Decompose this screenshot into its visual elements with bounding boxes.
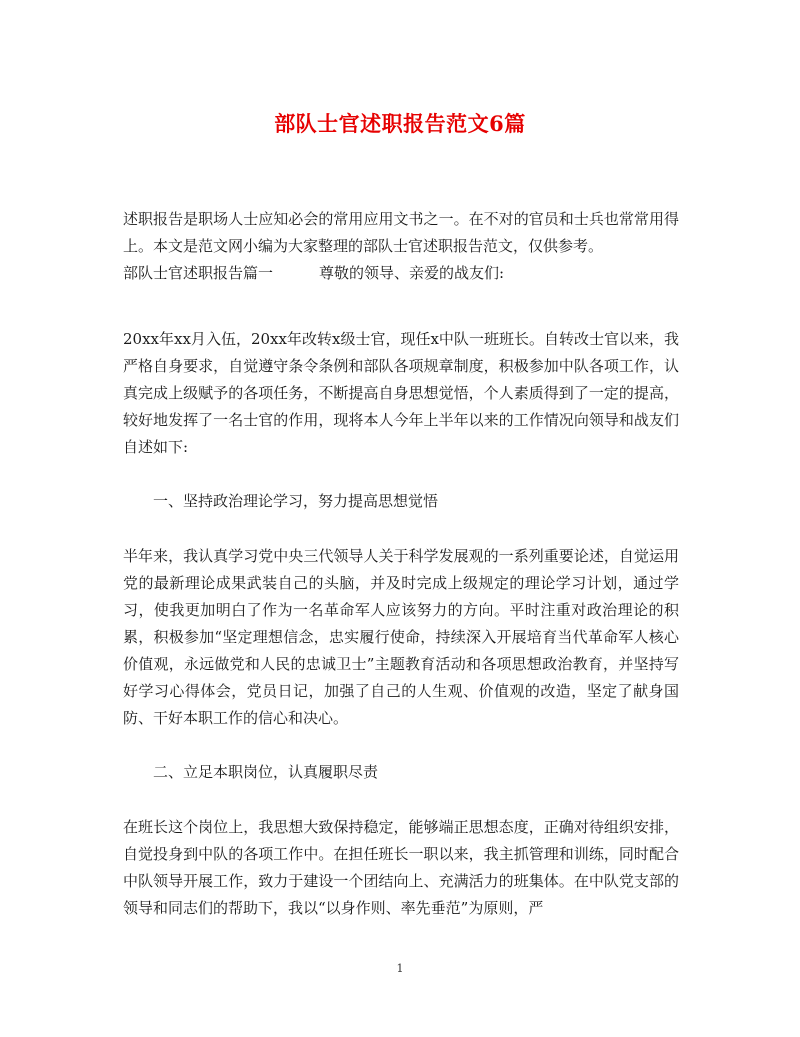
page-number: 1 <box>396 962 404 975</box>
salutation: 尊敬的领导、亲爱的战友们: <box>319 264 505 282</box>
paragraph-3: 在班长这个岗位上，我思想大致保持稳定，能够端正思想态度，正确对待组织安排，自觉投身到中队的各项工作中。在担任班长一职以来，我主抓管理和训练，同时配合中队领导开展工作，致力于建设一个团结向上、充满活力的班集体。在中队党支部的领导和同志们的帮助下，我以“以身作则、率先垂范”为原则，严 <box>123 818 679 917</box>
document-title: 部队士官述职报告范文6篇 <box>274 111 526 136</box>
intro-paragraph: 述职报告是职场人士应知必会的常用应用文书之一。在不对的官员和士兵也常常用得上。本文是范文网小编为大家整理的部队士官述职报告范文，仅供参考。 <box>123 210 679 255</box>
section-heading-1: 一、坚持政治理论学习，努力提高思想觉悟 <box>153 492 439 510</box>
intro-block <box>123 206 679 287</box>
paragraph-2: 半年来，我认真学习党中央三代领导人关于科学发展观的一系列重要论述，自觉运用党的最新理论成果武装自己的头脑，并及时完成上级规定的理论学习计划，通过学习，使我更加明白了作为一名革命军人应该努力的方向。平时注重对政治理论的积累，积极参加“坚定理想信念，忠实履行使命，持续深入开展培育当代革命军人核心价值观，永远做党和人民的忠诚卫士”主题教育活动和各项思想政治教育，并坚持写好学习心得体会，党员日记，加强了自己的人生观、价值观的改造，坚定了献身国防、干好本职工作的信心和决心。 <box>123 547 679 727</box>
part-label: 部队士官述职报告篇一 <box>123 264 274 282</box>
section-heading-2: 二、立足本职岗位，认真履职尽责 <box>153 763 379 781</box>
part-line <box>123 260 679 287</box>
paragraph-1: 20xx年xx月入伍，20xx年改转x级士官，现任x中队一班班长。自转改士官以来，我严格自身要求，自觉遵守条令条例和部队各项规章制度，积极参加中队各项工作，认真完成上级赋予的各项任务，不断提高自身思想觉悟，个人素质得到了一定的提高，较好地发挥了一名士官的作用，现将本人今年上半年以来的工作情况向领导和战友们自述如下: <box>123 330 679 456</box>
